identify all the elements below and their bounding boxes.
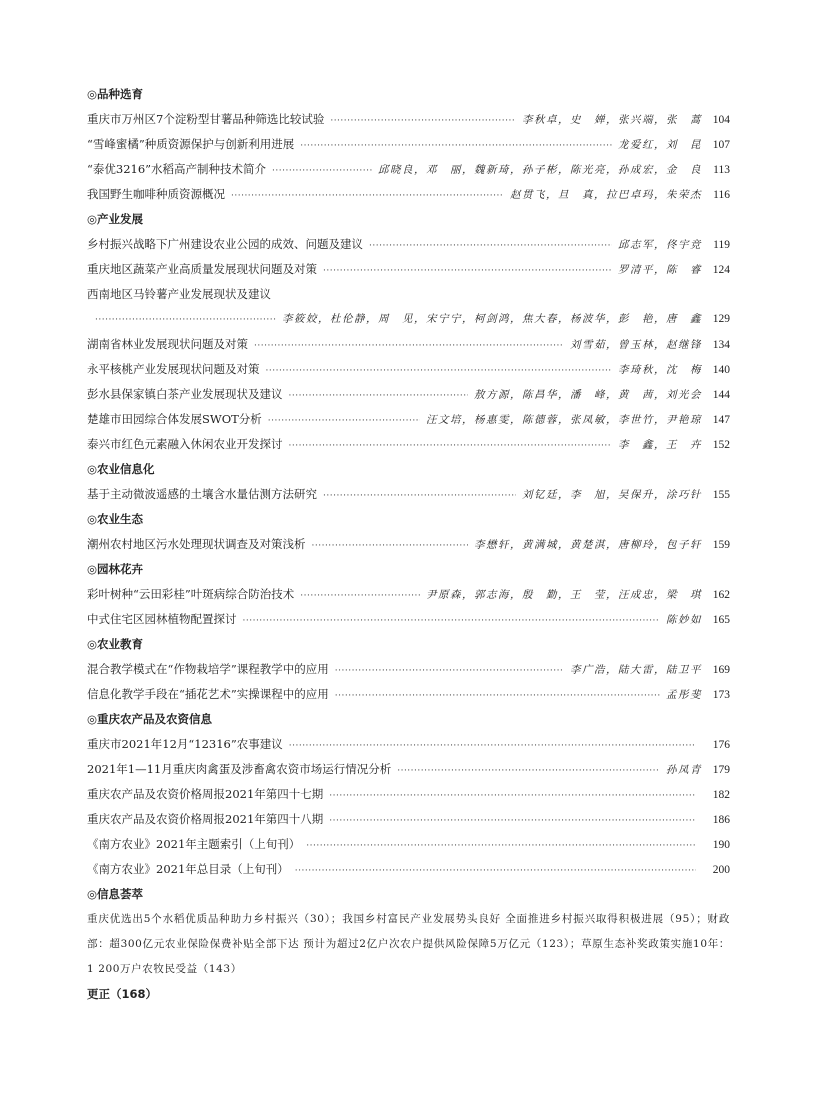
news-digest: 重庆优选出5个水稻优质品种助力乡村振兴（30）；我国乡村富民产业发展势头良好 全面推进乡村振兴取得积极进展（95）；财政部：超300亿元农业保险保费补贴全部下达 预计为超过2亿户次农户提供风险保障5万亿元（123）；草原生态补奖政策实施10年：1 200万户农牧民受益（143） [87,913,730,975]
entry-authors: 孙凤青 [666,764,702,776]
entry-title: 重庆地区蔬菜产业高质量发展现状问题及对策 [87,262,317,276]
entry-authors: 孟彤斐 [666,689,702,701]
section-heading: ◎农业信息化 [87,462,155,476]
entry-authors: 李琦秋，沈 梅 [618,364,702,376]
entry-page: 165 [712,614,730,626]
leader-dots [335,684,660,709]
toc-entry [87,832,730,857]
entry-title: 重庆市万州区7个淀粉型甘薯品种筛选比较试验 [87,112,325,126]
entry-authors: 龙爱红，刘 昆 [618,139,702,151]
entry-page: 200 [712,864,730,876]
entry-title: 重庆市2021年12月“12316”农事建议 [87,737,283,751]
entry-authors: 尹原森，郭志海，殷 勤，王 莹，汪成忠，梁 琪 [426,589,702,601]
entry-page: 134 [712,339,730,351]
entry-title: 重庆农产品及农资价格周报2021年第四十七期 [87,787,324,801]
leader-dots [289,734,696,759]
leader-dots [329,784,696,809]
entry-page: 140 [712,364,730,376]
entry-authors: 李筱姣，杜伦静，周 见，宋宁宁，柯剑鸿，焦大春，杨波华，彭 艳，唐 鑫 [282,313,702,325]
leader-dots [300,584,420,609]
entry-page: 113 [713,164,730,176]
entry-title: 2021年1—11月重庆肉禽蛋及涉畜禽农资市场运行情况分析 [87,762,392,776]
toc-entry [87,157,730,182]
entry-title: “雪峰蜜橘”种质资源保护与创新利用进展 [87,137,295,151]
leader-dots [323,259,612,284]
entry-page: 176 [712,739,730,751]
section-heading: ◎农业教育 [87,637,144,651]
toc-entry [87,732,730,757]
entry-title: 混合教学模式在“作物栽培学”课程教学中的应用 [87,662,329,676]
toc-entry [87,482,730,507]
entry-page: 116 [713,189,730,201]
entry-title: 《南方农业》2021年总目录（上旬刊） [87,862,289,876]
table-of-contents [87,82,730,1007]
entry-page: 107 [712,139,730,151]
toc-entry [87,332,730,357]
entry-authors: 刘钇廷，李 旭，吴保升，涂巧针 [522,489,702,501]
entry-page: 182 [712,789,730,801]
leader-dots [95,308,276,333]
entry-authors: 敖方源，陈昌华，潘 峰，黄 茜，刘光会 [474,389,702,401]
leader-dots [289,434,613,459]
entry-title: 潮州农村地区污水处理现状调查及对策浅析 [87,537,306,551]
leader-dots [329,809,696,834]
toc-entry [87,682,730,707]
entry-authors: 邱晓良，邓 丽，魏新琦，孙子彬，陈光亮，孙成宏，金 良 [378,164,702,176]
entry-title: 重庆农产品及农资价格周报2021年第四十八期 [87,812,324,826]
entry-title: 《南方农业》2021年主题索引（上旬刊） [87,837,301,851]
section-heading: ◎信息荟萃 [87,887,144,901]
section-heading: ◎品种选育 [87,87,144,101]
toc-entry [87,182,730,207]
leader-dots [243,609,661,634]
entry-authors: 李秋卓，史 婵，张兴端，张 蒿 [522,114,702,126]
entry-title: 基于主动微波遥感的土壤含水量估测方法研究 [87,487,317,501]
toc-entry [87,782,730,807]
leader-dots [312,534,469,559]
leader-dots [300,134,612,159]
toc-entry [87,257,730,282]
leader-dots [295,859,696,884]
section-heading: ◎重庆农产品及农资信息 [87,712,213,726]
leader-dots [254,334,564,359]
leader-dots [268,409,420,434]
entry-page: 129 [712,313,730,325]
entry-page: 179 [712,764,730,776]
toc-entry [87,582,730,607]
entry-authors: 汪文培，杨惠雯，陈德蓉，张凤敏，李世竹，尹艳琼 [426,414,702,426]
entry-page: 147 [712,414,730,426]
entry-title: “泰优3216”水稻高产制种技术简介 [87,162,267,176]
toc-entry [87,307,730,332]
entry-page: 124 [712,264,730,276]
toc-entry [87,107,730,132]
entry-page: 173 [712,689,730,701]
section-heading: ◎产业发展 [87,212,144,226]
toc-entry [87,607,730,632]
entry-title: 泰兴市红色元素融入休闲农业开发探讨 [87,437,283,451]
entry-page: 186 [712,814,730,826]
toc-entry [87,357,730,382]
leader-dots [335,659,564,684]
toc-entry [87,382,730,407]
entry-authors: 邱志军，佟宇竞 [618,239,702,251]
leader-dots [323,484,516,509]
entry-title: 乡村振兴战略下广州建设农业公园的成效、问题及建议 [87,237,363,251]
entry-authors: 刘雪茹，曾玉林，赵继锋 [570,339,702,351]
entry-authors: 罗清平，陈 睿 [618,264,702,276]
leader-dots [369,234,612,259]
entry-page: 162 [712,589,730,601]
toc-entry [87,857,730,882]
toc-entry [87,532,730,557]
leader-dots [306,834,696,859]
entry-page: 104 [712,114,730,126]
leader-dots [330,109,516,134]
entry-page: 159 [712,539,730,551]
toc-entry [87,132,730,157]
section-heading: ◎农业生态 [87,512,144,526]
leader-dots [266,359,613,384]
entry-title: 彭水县保家镇白茶产业发展现状及建议 [87,387,283,401]
entry-authors: 李广浩，陆大雷，陆卫平 [570,664,702,676]
entry-authors: 李懋轩，黄满城，黄楚淇，唐柳玲，包子轩 [474,539,702,551]
entry-title: 信息化教学手段在“插花艺术”实操课程中的应用 [87,687,329,701]
leader-dots [289,384,469,409]
entry-title: 中式住宅区园林植物配置探讨 [87,612,237,626]
toc-entry [87,407,730,432]
entry-page: 169 [712,664,730,676]
entry-title: 西南地区马铃薯产业发展现状及建议 [87,287,271,301]
toc-entry [87,657,730,682]
toc-entry [87,432,730,457]
toc-entry [87,757,730,782]
entry-authors: 陈妙如 [666,614,702,626]
entry-page: 190 [712,839,730,851]
entry-page: 155 [712,489,730,501]
toc-entry [87,232,730,257]
leader-dots [272,159,372,184]
entry-title: 湖南省林业发展现状问题及对策 [87,337,248,351]
leader-dots [231,184,504,209]
section-heading: ◎园林花卉 [87,562,144,576]
entry-title: 楚雄市田园综合体发展SWOT分析 [87,412,262,426]
entry-authors: 赵贯飞，旦 真，拉巴卓玛，朱荣杰 [510,189,702,201]
entry-page: 119 [713,239,730,251]
entry-authors: 李 鑫，王 卉 [618,439,702,451]
entry-page: 152 [712,439,730,451]
entry-title: 彩叶树种“云田彩桂”叶斑病综合防治技术 [87,587,295,601]
entry-title: 永平核桃产业发展现状问题及对策 [87,362,260,376]
erratum: 更正（168） [87,987,158,1001]
entry-title: 我国野生咖啡种质资源概况 [87,187,225,201]
toc-entry [87,807,730,832]
leader-dots [397,759,660,784]
entry-page: 144 [712,389,730,401]
